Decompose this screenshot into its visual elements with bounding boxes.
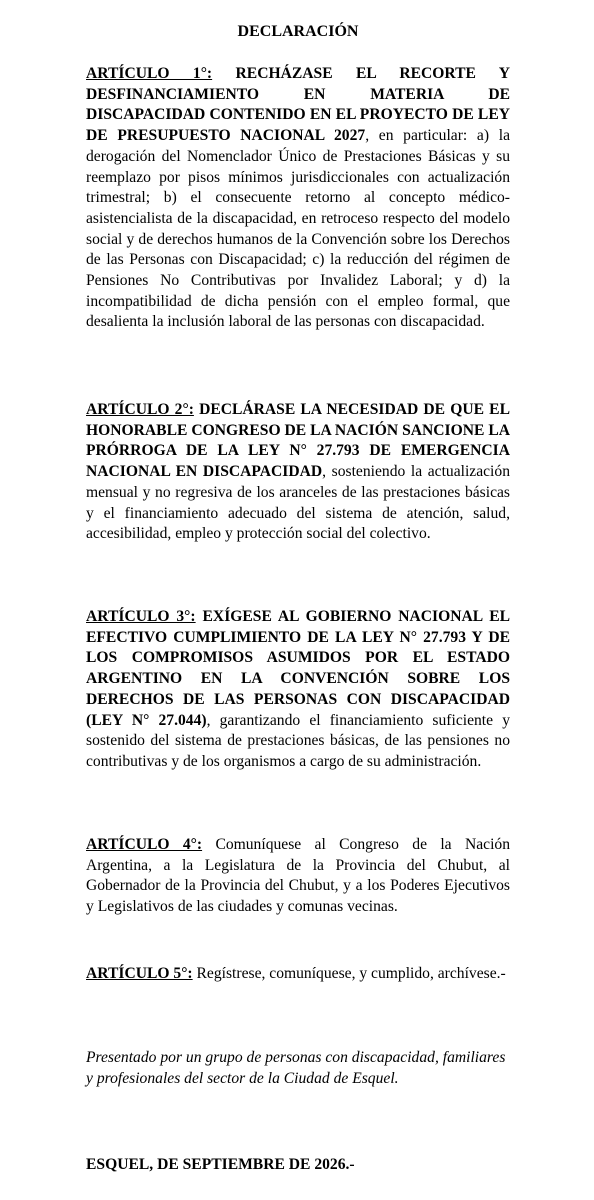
article-5: [86, 964, 510, 985]
article-1: [86, 64, 510, 333]
article-3: [86, 607, 510, 773]
article-2-body: , sosteniendo la actualización mensual y no regresiva de los aranceles de las prestaciones básicas y el financiamiento adecuado del sistema de atención, salud, accesibilidad, empleo y protección social del colectivo.: [86, 463, 510, 543]
article-4: [86, 835, 510, 918]
article-2-label: ARTÍCULO 2°:: [86, 401, 194, 418]
article-4-body: Comuníquese al Congreso de la Nación Argentina, a la Legislatura de la Provincia del Chubut, al Gobernador de la Provincia del Chubut, y a los Poderes Ejecutivos y Legislativos de las ciudades y comunas vecinas.: [86, 836, 510, 916]
article-1-label: ARTÍCULO 1°:: [86, 65, 213, 82]
article-5-body: Regístrese, comuníquese, y cumplido, archívese.-: [196, 965, 506, 982]
document-title: DECLARACIÓN: [237, 23, 359, 40]
article-2: [86, 400, 510, 545]
article-1-body: , en particular: a) la derogación del Nomenclador Único de Prestaciones Básicas y su reemplazo por pisos mínimos jurisdiccionales con actualización trimestral; b) el consecuente retorno al concepto médico-asistencialista de la discapacidad, en retroceso respecto del modelo social y de derechos humanos de la Convención sobre los Derechos de las Personas con Discapacidad; c) la reducción del régimen de Pensiones No Contributivas por Invalidez Laboral; y d) la incompatibilidad de dicha pensión con el empleo formal, que desalienta la inclusión laboral de las personas con discapacidad.: [86, 127, 510, 331]
article-5-label: ARTÍCULO 5°:: [86, 965, 193, 982]
article-4-label: ARTÍCULO 4°:: [86, 836, 203, 853]
article-3-heading: EXÍGESE AL GOBIERNO NACIONAL EL EFECTIVO CUMPLIMIENTO DE LA LEY N° 27.793 Y DE LOS COMPROMISOS ASUMIDOS POR EL ESTADO ARGENTINO EN LA CONVENCIÓN SOBRE LOS DERECHOS DE LAS PERSONAS CON DISCAPACIDAD (LEY N° 27.044): [86, 608, 511, 729]
presented-by-note: Presentado por un grupo de personas con discapacidad, familiares y profesionales del sector de la Ciudad de Esquel.: [86, 1049, 506, 1087]
article-3-label: ARTÍCULO 3°:: [86, 608, 196, 625]
place-and-date: ESQUEL, DE SEPTIEMBRE DE 2026.-: [86, 1156, 355, 1173]
article-3-body: , garantizando el financiamiento suficiente y sostenido del sistema de prestaciones básicas, de las pensiones no contributivas y de los organismos a cargo de su administración.: [86, 711, 511, 770]
article-1-heading: RECHÁZASE EL RECORTE Y DESFINANCIAMIENTO EN MATERIA DE DISCAPACIDAD CONTENIDO EN EL PROYECTO DE LEY DE PRESUPUESTO NACIONAL 2027: [86, 65, 511, 145]
article-2-heading: DECLÁRASE LA NECESIDAD DE QUE EL HONORABLE CONGRESO DE LA NACIÓN SANCIONE LA PRÓRROGA DE LA LEY N° 27.793 DE EMERGENCIA NACIONAL EN DISCAPACIDAD: [86, 401, 510, 481]
